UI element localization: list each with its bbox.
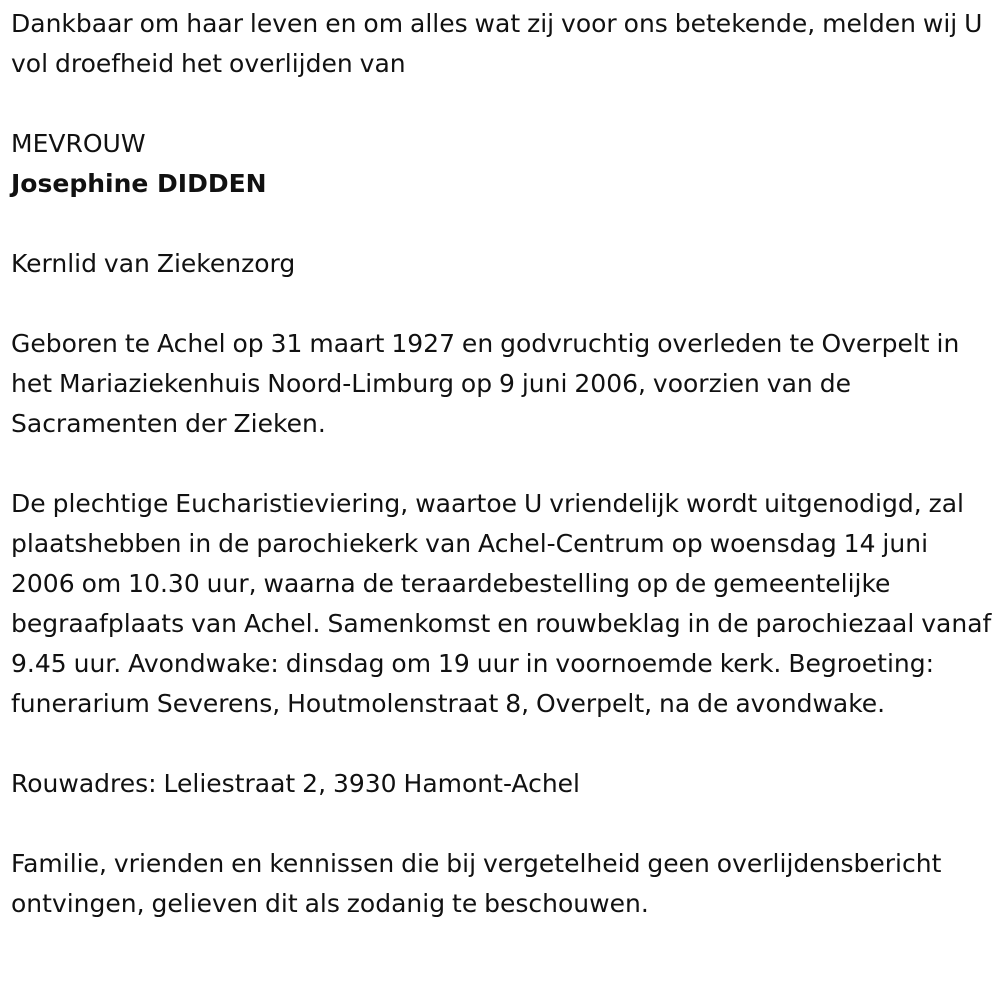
deceased-name: Josephine DIDDEN bbox=[11, 169, 267, 198]
mourning-address: Rouwadres: Leliestraat 2, 3930 Hamont-Achel bbox=[11, 769, 580, 798]
birth-death-paragraph: Geboren te Achel op 31 maart 1927 en godvruchtig overleden te Overpelt in het Mariaziekenhuis Noord-Limburg op 9 juni 2006, voorzien van de Sacramenten der Zieken. bbox=[11, 329, 960, 438]
closing-paragraph: Familie, vrienden en kennissen die bij vergetelheid geen overlijdensbericht ontvingen, gelieven dit als zodanig te beschouwen. bbox=[11, 849, 942, 918]
death-notice bbox=[11, 4, 996, 924]
honorific: MEVROUW bbox=[11, 129, 146, 158]
membership-paragraph: Kernlid van Ziekenzorg bbox=[11, 249, 296, 278]
intro-paragraph: Dankbaar om haar leven en om alles wat zij voor ons betekende, melden wij U vol droefheid het overlijden van bbox=[11, 9, 983, 78]
deceased-heading bbox=[11, 124, 996, 204]
ceremony-paragraph: De plechtige Eucharistieviering, waartoe U vriendelijk wordt uitgenodigd, zal plaatshebben in de parochiekerk van Achel-Centrum op woensdag 14 juni 2006 om 10.30 uur, waarna de teraardebestelling op de gemeentelijke begraafplaats van Achel. Samenkomst en rouwbeklag in de parochiezaal vanaf 9.45 uur. Avondwake: dinsdag om 19 uur in voornoemde kerk. Begroeting: funerarium Severens, Houtmolenstraat 8, Overpelt, na de avondwake. bbox=[11, 489, 992, 718]
